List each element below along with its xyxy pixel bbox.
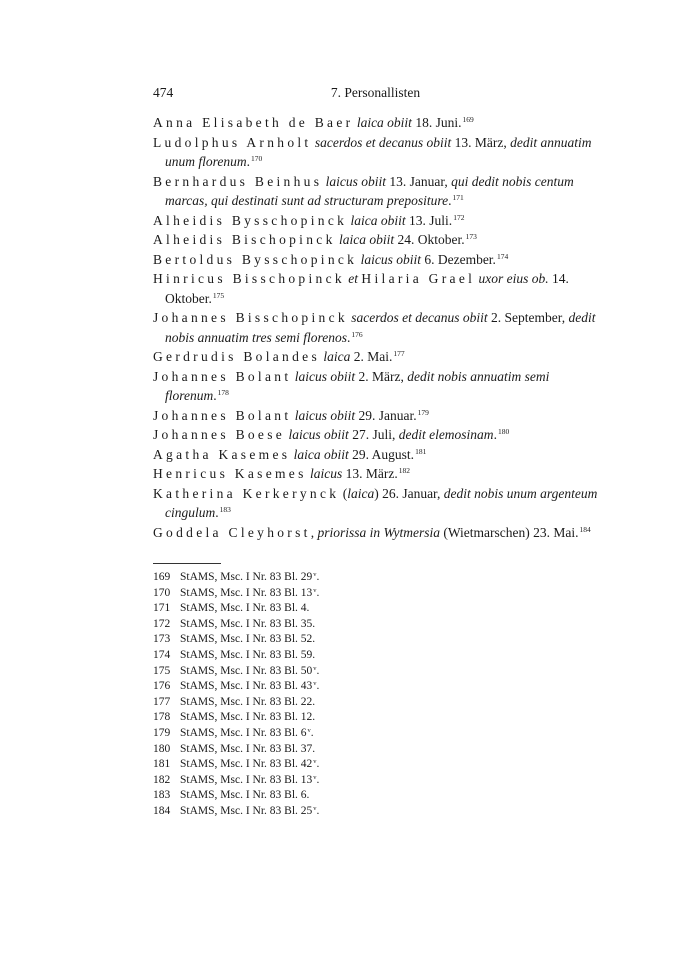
footnote [153,617,598,633]
footnote-ref: 180 [497,427,510,436]
register-entry [153,523,598,543]
footnote-number: 172 [153,617,171,630]
folio-verso-mark: v [313,571,317,578]
footnote [153,664,598,680]
entry-text: 13. Januar, [386,173,452,189]
footnote-text: StAMS, Msc. I Nr. 83 Bl. 6. [180,789,310,802]
entry-text: ) 26. Januar, [374,485,444,501]
footnote-ref: 170 [251,154,263,163]
register-entry [153,211,598,231]
latin-text: laicus obiit [360,251,421,267]
person-name: Goddela Cleyhorst [153,524,311,540]
folio-verso-mark: v [313,680,317,688]
footnote-text: StAMS, Msc. I Nr. 83 Bl. 25 [180,804,313,817]
entry-text: , [310,524,318,540]
latin-text: laicus obiit [294,407,356,423]
footnote [153,632,598,648]
register-entry [153,308,598,347]
latin-text: dedit annuatim unum florenum [165,134,592,169]
folio-verso-mark: v [313,804,317,812]
footnote-number: 183 [153,789,171,802]
footnote [153,726,598,742]
entry-text: . [246,154,250,169]
footnote [153,710,598,726]
footnote-ref: 171 [452,193,464,202]
footnote-text: StAMS, Msc. I Nr. 83 Bl. 13 [180,586,313,599]
register-entry [153,172,598,211]
footnote-number: 176 [153,680,171,693]
latin-text: dedit nobis annuatim semi florenum [165,368,550,403]
footnote [153,570,598,586]
footnote-text: StAMS, Msc. I Nr. 83 Bl. 12. [180,711,316,724]
register-entry [153,445,598,465]
footnote-end: . [316,758,320,771]
footnote [153,586,598,602]
person-name: Henricus Kasemes [153,466,307,481]
footnote [153,601,598,617]
person-name: Johannes Boese [153,427,286,442]
page-number: 474 [153,85,174,100]
footnote-text: StAMS, Msc. I Nr. 83 Bl. 29 [180,571,313,583]
footnote-ref: 172 [453,212,465,222]
entry-text: 6. Dezember. [420,251,496,267]
footnote-end: . [316,586,320,599]
footnote-end: . [316,664,320,677]
entry-text: 29. August. [348,446,415,462]
latin-text: dedit nobis annuatim tres semi florenos [165,310,596,345]
person-name: Gerdrudis Bolandes [153,349,321,364]
latin-text: laicus obiit [288,427,349,442]
footnote-text: StAMS, Msc. I Nr. 83 Bl. 59. [180,648,316,661]
latin-text: laica [323,349,351,364]
person-name: Johannes Bisschopinck [153,310,348,325]
latin-text: laicus obiit [325,173,387,189]
folio-verso-mark: v [313,758,317,766]
latin-text: et [348,271,359,286]
entry-text: ( [339,485,348,501]
footnote-separator [153,563,221,564]
footnote-number: 180 [153,742,171,755]
running-header [153,85,598,105]
register-entry [153,133,598,172]
footnote-text: StAMS, Msc. I Nr. 83 Bl. 42 [180,758,313,771]
register-entry [153,347,598,367]
latin-text: laicus [310,466,343,481]
person-name: Hilaria Grael [361,271,476,286]
footnotes [153,570,598,820]
folio-verso-mark: v [307,726,311,734]
footnote-end: . [316,571,320,583]
footnote-number: 169 [153,571,171,583]
footnote-ref: 183 [219,505,231,514]
footnote-ref: 177 [393,349,405,358]
latin-text: dedit nobis unum argenteum cingulum [165,485,598,520]
footnote-ref: 173 [465,232,477,241]
register-entries [153,113,598,542]
footnote-end: . [316,680,320,693]
footnote [153,679,598,695]
running-title: 7. Personallisten [330,85,421,100]
footnote [153,742,598,758]
footnote-number: 171 [153,602,171,615]
footnote-ref: 174 [496,251,509,261]
footnote-text: StAMS, Msc. I Nr. 83 Bl. 13 [180,773,313,786]
entry-text: . [213,388,217,403]
footnote [153,648,598,664]
latin-text: laica obiit [339,232,395,247]
footnote-number: 175 [153,664,171,677]
footnote-ref: 175 [212,290,225,300]
entry-text: 13. März. [342,466,398,481]
register-entry [153,250,598,270]
footnote-text: StAMS, Msc. I Nr. 83 Bl. 52. [180,633,316,646]
footnote-ref: 182 [398,466,411,475]
footnote-number: 181 [153,758,171,771]
footnote-end: . [316,804,320,817]
latin-text: laicus obiit [294,368,356,384]
folio-verso-mark: v [313,773,317,781]
register-entry [153,269,598,308]
register-entry [153,484,598,523]
latin-text: qui dedit nobis centum marcas, qui destinati sunt ad structuram prepositure [165,173,574,208]
footnote-ref: 184 [579,524,591,534]
person-name: Bertoldus Bysschopinck [153,251,358,267]
register-entry [153,406,598,426]
footnote-ref: 169 [462,115,474,124]
footnote-text: StAMS, Msc. I Nr. 83 Bl. 37. [180,742,316,755]
entry-text: 27. Juli, [348,427,399,442]
folio-verso-mark: v [313,664,317,672]
footnote-ref: 176 [351,329,363,339]
footnote-number: 177 [153,695,171,708]
latin-text: laica obiit [350,212,406,228]
footnote-text: StAMS, Msc. I Nr. 83 Bl. 50 [180,664,313,677]
footnote [153,757,598,773]
register-entry [153,367,598,406]
footnote-number: 184 [153,804,171,817]
footnote [153,773,598,789]
latin-text: laica [347,485,375,501]
entry-text: . [493,427,497,442]
footnote-end: . [316,773,320,786]
footnote-ref: 181 [415,446,427,456]
entry-text: 2. Mai. [350,349,393,364]
register-entry [153,113,598,133]
footnote-text: StAMS, Msc. I Nr. 83 Bl. 22. [180,695,316,708]
footnote-number: 182 [153,773,171,786]
latin-text: sacerdos et decanus obiit [314,134,452,150]
person-name: Agatha Kasemes [153,446,291,462]
latin-text: uxor eius ob. [478,271,549,286]
footnote-number: 178 [153,711,171,724]
entry-text: 2. März, [355,368,408,384]
entry-text: 13. März, [451,134,511,150]
register-entry [153,425,598,445]
entry-text: 2. September, [487,310,569,325]
entry-text: 14. Oktober. [165,271,569,306]
footnote [153,804,598,820]
latin-text: priorissa in Wytmersia [317,524,440,540]
person-name: Alheidis Bysschopinck [153,212,348,228]
register-entry [153,464,598,484]
footnote-text: StAMS, Msc. I Nr. 83 Bl. 6 [180,726,307,739]
person-name: Katherina Kerkerynck [153,485,340,501]
entry-text: 13. Juli. [405,212,453,228]
footnote-text: StAMS, Msc. I Nr. 83 Bl. 35. [180,617,316,630]
entry-text: . [347,329,351,345]
person-name: Anna Elisabeth de Baer [153,115,354,130]
footnote [153,788,598,804]
latin-text: sacerdos et decanus obiit [351,310,488,325]
footnote [153,695,598,711]
person-name: Johannes Bolant [153,407,292,423]
footnote-number: 174 [153,648,171,661]
footnote-ref: 179 [417,407,429,417]
person-name: Ludolphus Arnholt [153,134,312,150]
person-name: Johannes Bolant [153,368,292,384]
entry-text: . [215,505,219,520]
footnote-text: StAMS, Msc. I Nr. 83 Bl. 43 [180,680,313,693]
footnote-number: 179 [153,726,171,739]
footnote-number: 170 [153,586,171,599]
entry-text: . [448,193,452,208]
person-name: Hinricus Bisschopinck [153,271,345,286]
latin-text: laica obiit [293,446,349,462]
person-name: Alheidis Bischopinck [153,232,336,247]
latin-text: laica obiit [356,115,412,130]
entry-text: 29. Januar. [355,407,417,423]
footnote-ref: 178 [217,388,229,397]
person-name: Bernhardus Beinhus [153,173,323,189]
register-entry [153,230,598,250]
entry-text: 18. Juni. [411,115,462,130]
entry-text: 24. Oktober. [394,232,465,247]
latin-text: dedit elemosinam [398,427,494,442]
footnote-number: 173 [153,633,171,646]
entry-text: (Wietmarschen) 23. Mai. [439,524,579,540]
folio-verso-mark: v [313,586,317,594]
footnote-text: StAMS, Msc. I Nr. 83 Bl. 4. [180,602,310,615]
footnote-end: . [310,726,314,739]
